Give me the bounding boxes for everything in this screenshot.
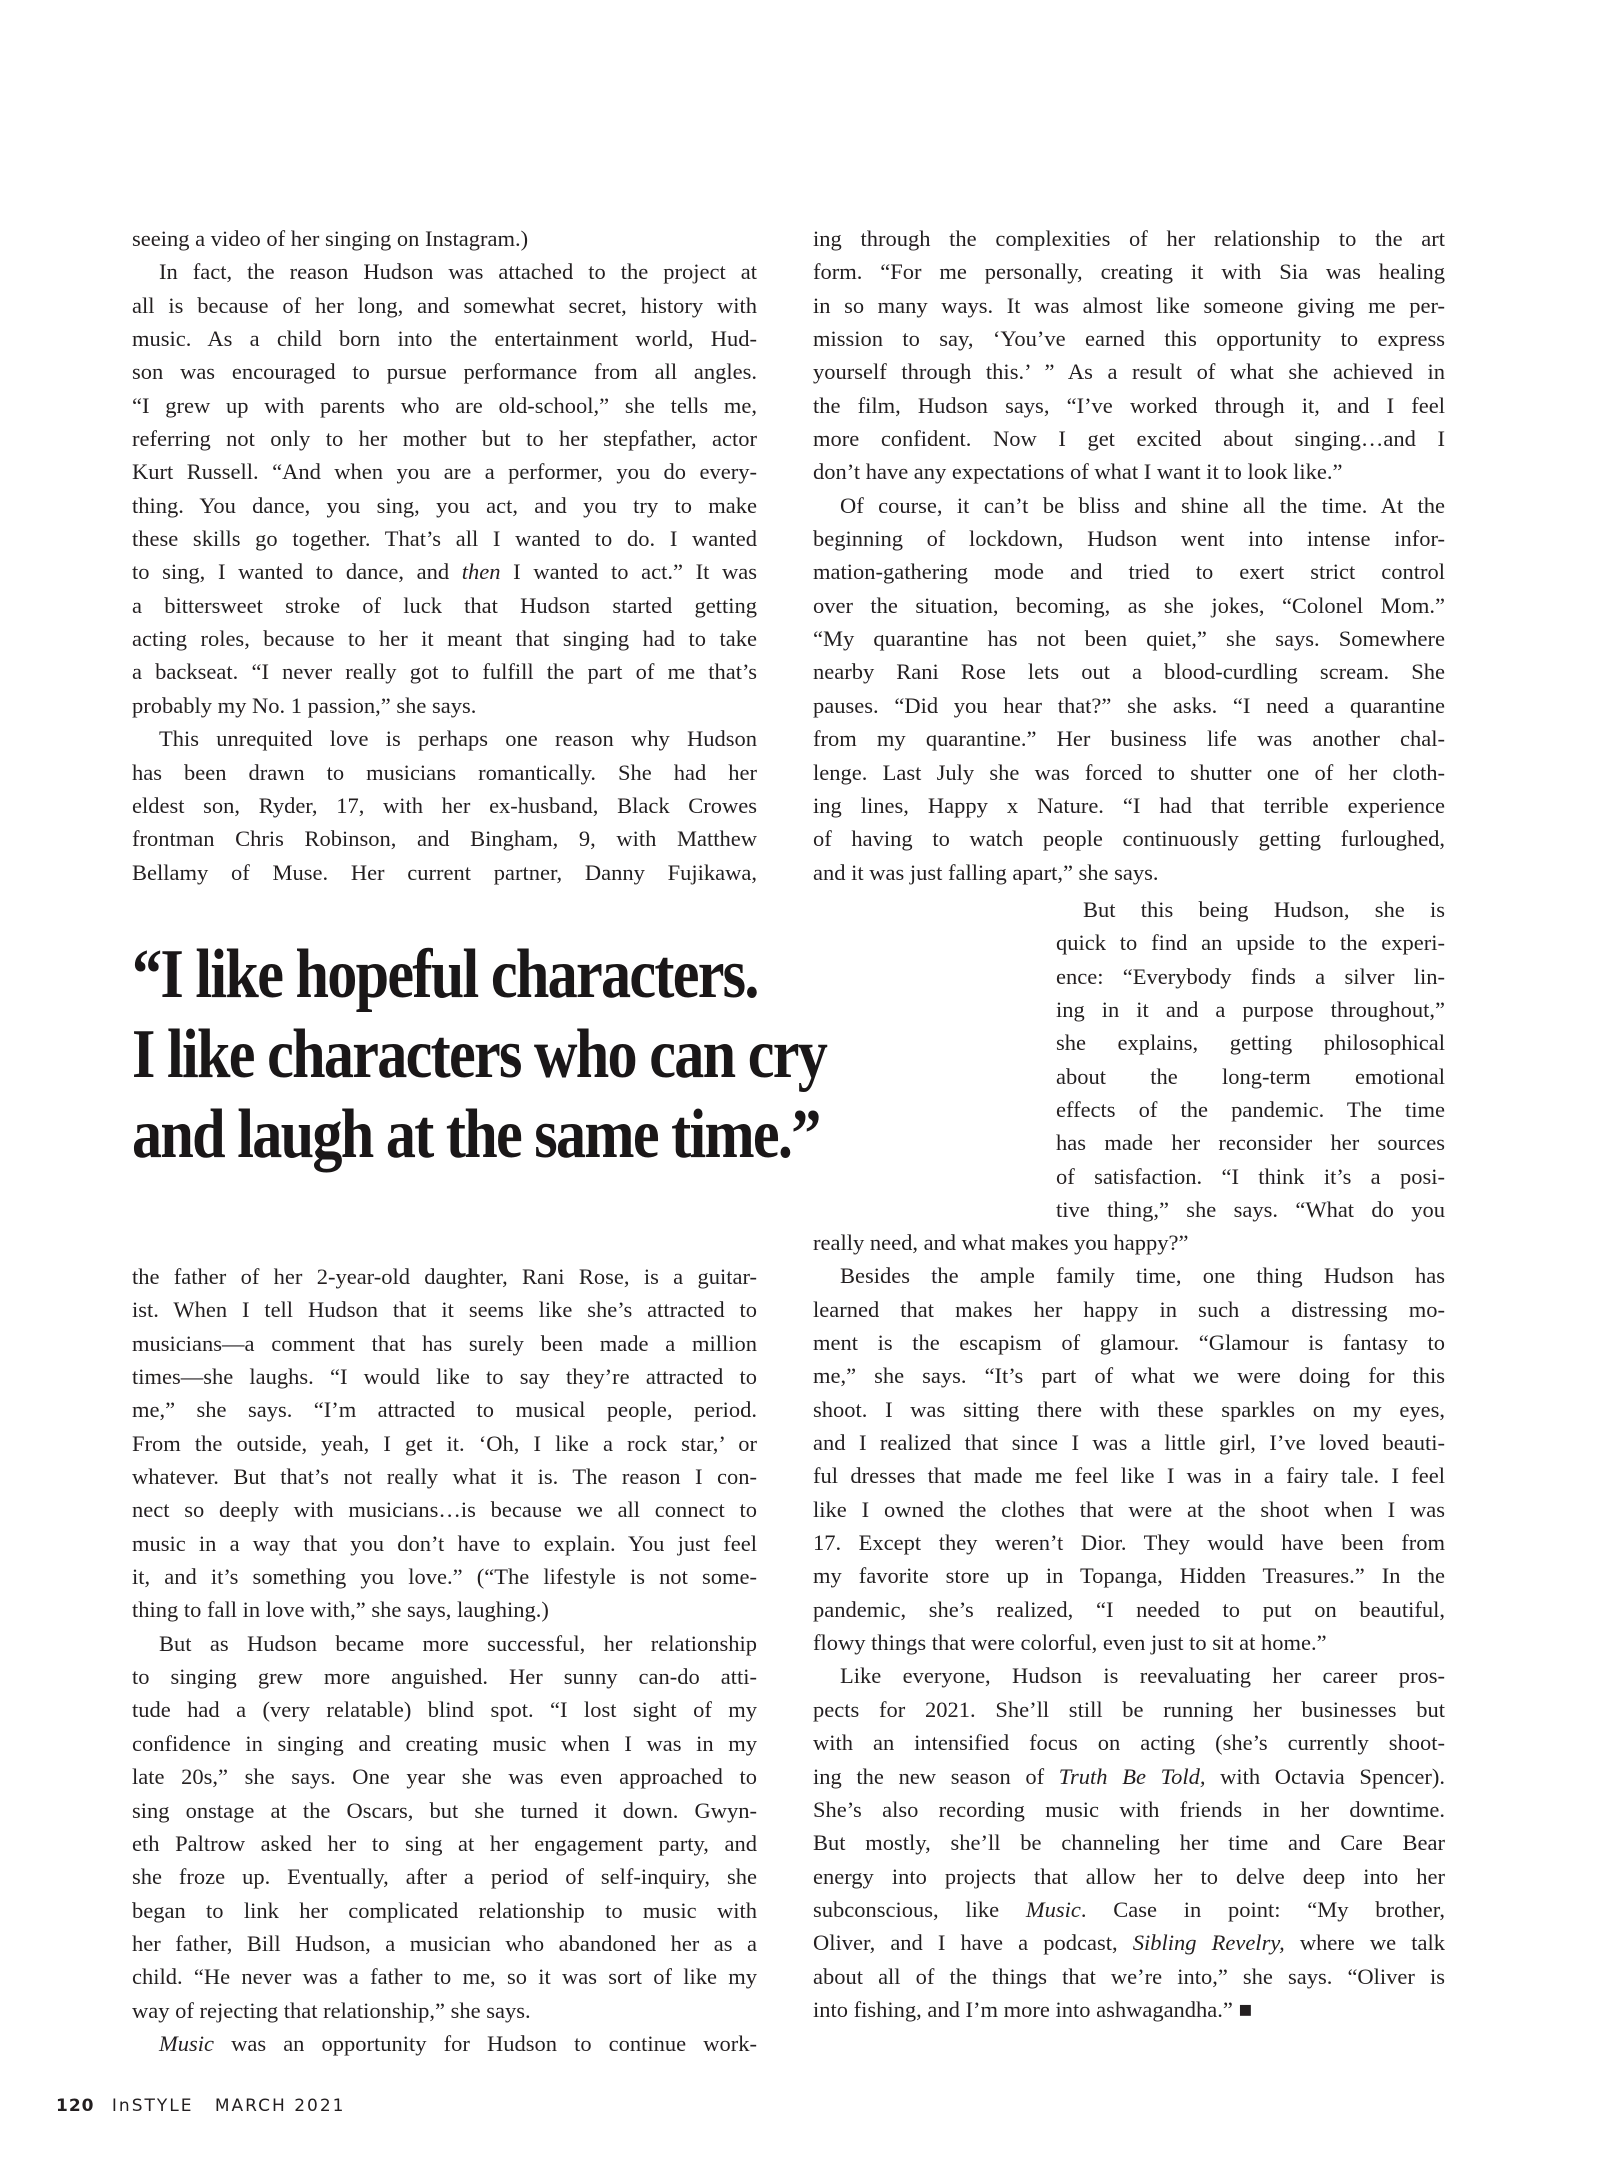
italic-text: Truth Be Told, <box>1058 1763 1206 1789</box>
text-line: and I realized that since I was a little girl, I’ve loved beauti- <box>813 1430 1445 1456</box>
text-line: my favorite store up in Topanga, Hidden Treasures.” In the <box>813 1563 1445 1589</box>
text-line: times—she laughs. “I would like to say they’re attracted to <box>132 1364 757 1390</box>
text-segment: to sing, I wanted to dance, and <box>132 559 462 585</box>
pull-quote <box>132 935 826 1175</box>
italic-text: Music <box>1025 1896 1081 1922</box>
text-line: don’t have any expectations of what I want it to look like.” <box>813 459 1343 485</box>
text-line: of having to watch people continuously getting furloughed, <box>813 826 1445 852</box>
text-line: pauses. “Did you hear that?” she asks. “I need a quarantine <box>813 692 1445 718</box>
text-line: all is because of her long, and somewhat secret, history with <box>132 292 757 318</box>
text-line: ful dresses that made me feel like I was in a fairy tale. I feel <box>813 1463 1445 1489</box>
text-segment: where we talk <box>1284 1930 1446 1956</box>
text-segment: . Case in point: “My brother, <box>1080 1896 1446 1922</box>
article-column-left-top <box>132 222 757 889</box>
text-segment: Oliver, and I have a podcast, <box>813 1930 1133 1956</box>
text-line: From the outside, yeah, I get it. ‘Oh, I like a rock star,’ or <box>132 1430 757 1456</box>
text-line: nearby Rani Rose lets out a blood-curdling scream. She <box>813 659 1445 685</box>
text-line: mation-gathering mode and tried to exert strict control <box>813 559 1445 585</box>
text-line: to singing grew more anguished. Her sunny can-do atti- <box>132 1664 757 1690</box>
text-line: “My quarantine has not been quiet,” she says. Somewhere <box>813 626 1445 652</box>
text-line: She’s also recording music with friends in her downtime. <box>813 1796 1445 1822</box>
magazine-name: InSTYLE <box>111 2096 194 2116</box>
text-line: about the long-term emotional <box>1056 1063 1445 1089</box>
text-line <box>132 555 757 588</box>
text-line: pandemic, she’s realized, “I needed to put on beautiful, <box>813 1596 1445 1622</box>
text-line: she froze up. Eventually, after a period of self-inquiry, she <box>132 1864 757 1890</box>
text-line: these skills go together. That’s all I wanted to do. I wanted <box>132 526 757 552</box>
text-line: Bellamy of Muse. Her current partner, Danny Fujikawa, <box>132 859 757 885</box>
pull-quote-line: “I like hopeful characters. <box>132 936 758 1013</box>
text-line: learned that makes her happy in such a distressing mo- <box>813 1296 1445 1322</box>
text-line: the father of her 2-year-old daughter, Rani Rose, is a guitar- <box>132 1264 757 1289</box>
text-line: seeing a video of her singing on Instagram.) <box>132 226 529 251</box>
text-line: has made her reconsider her sources <box>1056 1130 1445 1156</box>
text-line: the film, Hudson says, “I’ve worked through it, and I feel <box>813 392 1445 418</box>
italic-text: Music <box>159 2030 214 2056</box>
text-line: a bittersweet stroke of luck that Hudson started getting <box>132 592 757 618</box>
text-line: with an intensified focus on acting (she’s currently shoot- <box>813 1730 1445 1756</box>
text-line <box>813 1893 1445 1926</box>
text-line: referring not only to her mother but to her stepfather, actor <box>132 426 757 452</box>
text-line: ence: “Everybody finds a silver lin- <box>1056 963 1445 989</box>
text-line: energy into projects that allow her to delve deep into her <box>813 1863 1445 1889</box>
article-column-left-bottom <box>132 1260 757 2060</box>
text-line: son was encouraged to pursue performance from all angles. <box>132 359 757 385</box>
text-line <box>132 2027 757 2060</box>
text-line: lenge. Last July she was forced to shutter one of her cloth- <box>813 759 1445 785</box>
text-line: me,” she says. “I’m attracted to musical people, period. <box>132 1397 757 1423</box>
text-line: sing onstage at the Oscars, but she turned it down. Gwyn- <box>132 1797 757 1823</box>
text-segment: ing the new season of <box>813 1763 1059 1789</box>
text-line: ing in it and a purpose throughout,” <box>1056 997 1445 1023</box>
text-line: thing. You dance, you sing, you act, and you try to make <box>132 492 757 518</box>
text-line: in so many ways. It was almost like someone giving me per- <box>813 292 1445 318</box>
text-line: like I owned the clothes that were at the shoot when I was <box>813 1496 1445 1522</box>
text-line: eldest son, Ryder, 17, with her ex-husband, Black Crowes <box>132 792 757 818</box>
text-line: has been drawn to musicians romantically. She had her <box>132 759 757 785</box>
text-line: shoot. I was sitting there with these sparkles on my eyes, <box>813 1396 1445 1422</box>
text-line: way of rejecting that relationship,” she says. <box>132 1997 531 2023</box>
text-line: over the situation, becoming, as she jokes, “Colonel Mom.” <box>813 592 1445 618</box>
text-line: 17. Except they weren’t Dior. They would have been from <box>813 1530 1445 1556</box>
text-line: In fact, the reason Hudson was attached to the project at <box>159 259 757 285</box>
text-segment: I wanted to act.” It was <box>500 559 757 585</box>
text-line: ment is the escapism of glamour. “Glamour is fantasy to <box>813 1330 1445 1356</box>
text-line: eth Paltrow asked her to sing at her engagement party, and <box>132 1830 757 1856</box>
text-line: confidence in singing and creating music when I was in my <box>132 1730 757 1756</box>
text-line: flowy things that were colorful, even just to sit at home.” <box>813 1630 1327 1656</box>
page-number: 120 <box>56 2096 95 2116</box>
text-line: musicians—a comment that has surely been made a million <box>132 1330 757 1356</box>
text-line: ist. When I tell Hudson that it seems like she’s attracted to <box>132 1297 757 1323</box>
text-line: tude had a (very relatable) blind spot. “I lost sight of my <box>132 1697 757 1723</box>
text-line: ing through the complexities of her relationship to the art <box>813 226 1445 251</box>
text-line: of satisfaction. “I think it’s a posi- <box>1056 1163 1445 1189</box>
text-line: music. As a child born into the entertainment world, Hud- <box>132 326 757 352</box>
italic-text: Sibling Revelry, <box>1132 1930 1285 1956</box>
pull-quote-line: I like characters who can cry <box>132 1016 827 1093</box>
text-line: But mostly, she’ll be channeling her time and Care Bear <box>813 1830 1445 1856</box>
article-column-right-narrow <box>1056 893 1445 1226</box>
text-line: “I grew up with parents who are old-school,” she tells me, <box>132 392 757 418</box>
text-line: But this being Hudson, she is <box>1083 897 1445 922</box>
text-line: about all of the things that we’re into,” she says. “Oliver is <box>813 1963 1445 1989</box>
text-line: from my quarantine.” Her business life was another chal- <box>813 726 1445 752</box>
text-line <box>813 1760 1445 1793</box>
text-line: form. “For me personally, creating it with Sia was healing <box>813 259 1445 285</box>
text-line: me,” she says. “It’s part of what we were doing for this <box>813 1363 1445 1389</box>
issue-date: MARCH 2021 <box>214 2096 346 2116</box>
text-line: it, and it’s something you love.” (“The lifestyle is not some- <box>132 1564 757 1590</box>
text-segment: with Octavia Spencer). <box>1205 1763 1445 1789</box>
text-line: This unrequited love is perhaps one reason why Hudson <box>159 726 757 752</box>
text-line: thing to fall in love with,” she says, laughing.) <box>132 1597 549 1623</box>
text-line: Kurt Russell. “And when you are a performer, you do every- <box>132 459 757 485</box>
pull-quote-line: and laugh at the same time.” <box>132 1096 820 1173</box>
text-line: beginning of lockdown, Hudson went into intense infor- <box>813 526 1445 552</box>
article-column-right-bottom <box>813 1226 1445 2026</box>
page-footer <box>56 2096 345 2116</box>
text-line: really need, and what makes you happy?” <box>813 1230 1189 1255</box>
text-line: Of course, it can’t be bliss and shine all the time. At the <box>840 492 1445 518</box>
text-line: more confident. Now I get excited about singing…and I <box>813 426 1445 452</box>
text-line <box>813 1926 1445 1959</box>
text-line: into fishing, and I’m more into ashwagandha.” ■ <box>813 1996 1253 2022</box>
text-line: Besides the ample family time, one thing Hudson has <box>840 1263 1445 1289</box>
text-segment: was an opportunity for Hudson to continue work- <box>214 2030 757 2056</box>
text-segment: subconscious, like <box>813 1896 1026 1922</box>
text-line: music in a way that you don’t have to explain. You just feel <box>132 1530 757 1556</box>
text-line: frontman Chris Robinson, and Bingham, 9, with Matthew <box>132 826 757 852</box>
text-line: But as Hudson became more successful, her relationship <box>159 1630 757 1656</box>
text-line: probably my No. 1 passion,” she says. <box>132 692 477 718</box>
text-line: began to link her complicated relationship to music with <box>132 1897 757 1923</box>
text-line: Like everyone, Hudson is reevaluating her career pros- <box>840 1663 1445 1689</box>
article-column-right-top <box>813 222 1445 889</box>
text-line: tive thing,” she says. “What do you <box>1056 1197 1445 1223</box>
text-line: yourself through this.’ ” As a result of what she achieved in <box>813 359 1445 385</box>
text-line: she explains, getting philosophical <box>1056 1030 1445 1056</box>
text-line: effects of the pandemic. The time <box>1056 1097 1445 1123</box>
text-line: ing lines, Happy x Nature. “I had that terrible experience <box>813 792 1445 818</box>
text-line: pects for 2021. She’ll still be running her businesses but <box>813 1696 1445 1722</box>
text-line: acting roles, because to her it meant that singing had to take <box>132 626 757 652</box>
text-line: and it was just falling apart,” she says. <box>813 859 1159 885</box>
text-line: quick to find an upside to the experi- <box>1056 930 1445 956</box>
text-line: mission to say, ‘You’ve earned this opportunity to express <box>813 326 1445 352</box>
text-line: nect so deeply with musicians…is because we all connect to <box>132 1497 757 1523</box>
text-line: late 20s,” she says. One year she was even approached to <box>132 1764 757 1790</box>
text-line: child. “He never was a father to me, so it was sort of like my <box>132 1964 757 1990</box>
italic-text: then <box>461 559 501 585</box>
text-line: a backseat. “I never really got to fulfill the part of me that’s <box>132 659 757 685</box>
text-line: whatever. But that’s not really what it is. The reason I con- <box>132 1464 757 1490</box>
text-line: her father, Bill Hudson, a musician who abandoned her as a <box>132 1930 757 1956</box>
